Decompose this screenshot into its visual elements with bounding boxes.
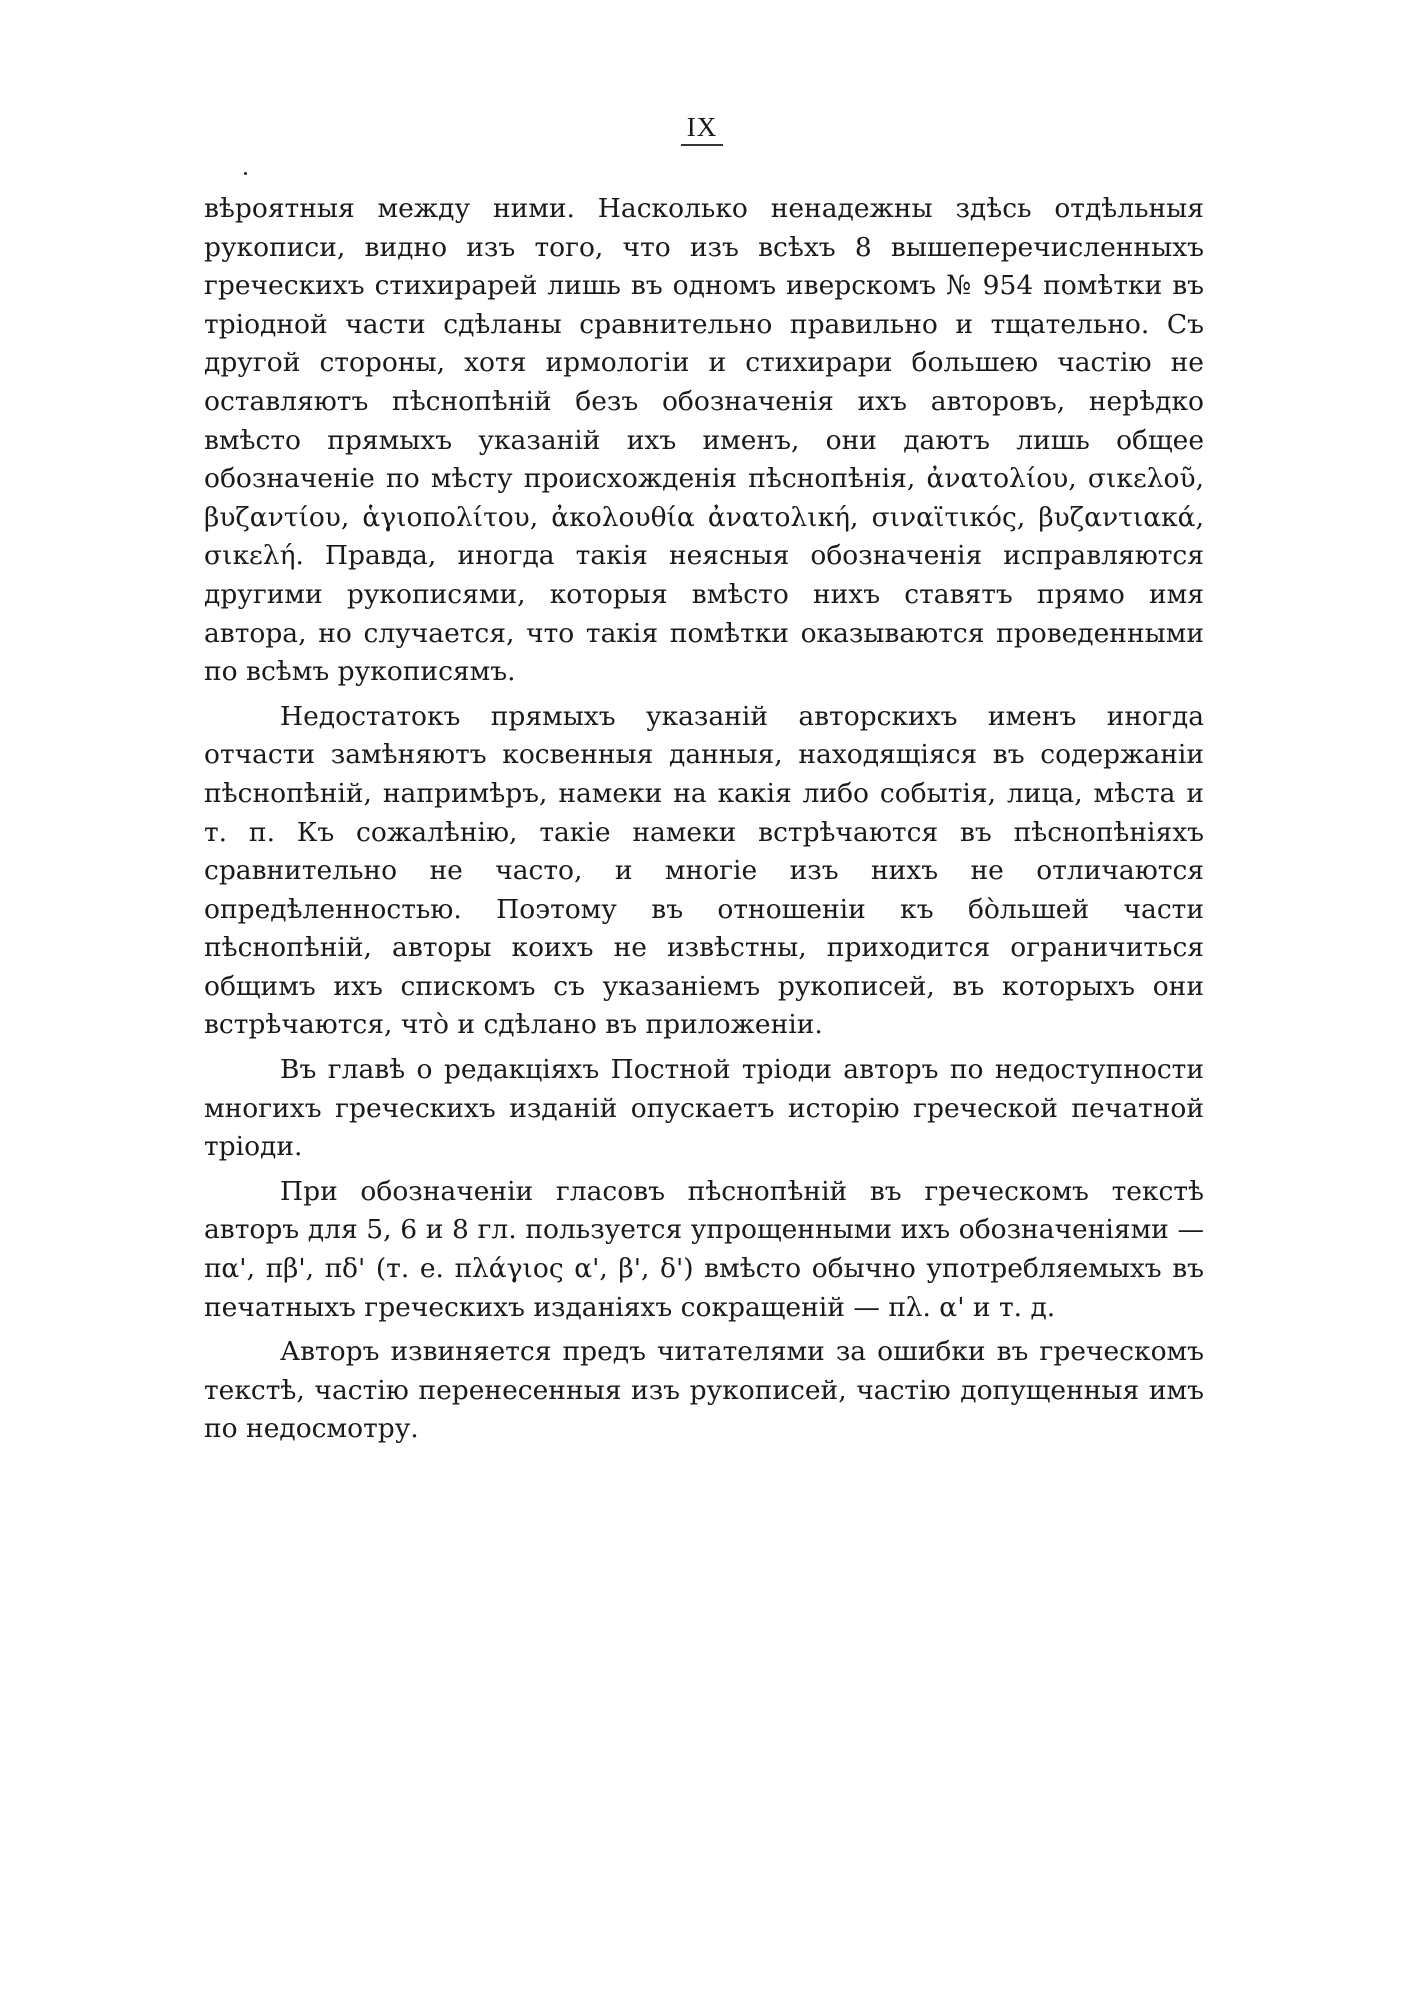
body-text	[204, 190, 1204, 1455]
print-speck	[244, 172, 247, 175]
paragraph-4: При обозначеніи гласовъ пѣснопѣній въ греческомъ текстѣ авторъ для 5, 6 и 8 гл. пользуется упрощенными ихъ обозначеніями — πα', πβ', πδ' (т. е. πλάγιος α', β', δ') вмѣсто обычно употребляемыхъ въ печатныхъ греческихъ изданіяхъ сокращеній — πλ. α' и т. д.	[204, 1175, 1204, 1323]
paragraph-1: вѣроятныя между ними. Насколько ненадежны здѣсь отдѣльныя рукописи, видно изъ того, что изъ всѣхъ 8 вышеперечисленныхъ греческихъ стихирарей лишь въ одномъ иверскомъ № 954 помѣтки въ тріодной части сдѣланы сравнительно правильно и тщательно. Съ другой стороны, хотя ирмологіи и стихирари большею частію не оставляютъ пѣснопѣній безъ обозначенія ихъ авторовъ, нерѣдко вмѣсто прямыхъ указаній ихъ именъ, они даютъ лишь общее обозначеніе по мѣсту происхожденія пѣснопѣнія, ἀνατολίου, σικελοῦ, βυζαντίου, ἁγιοπολίτου, ἀκολουθία ἀνατολική, σιναϊτικός, βυζαντιακά, σικελή. Правда, иногда такія неясныя обозначенія исправляются другими рукописями, которыя вмѣсто нихъ ставятъ прямо имя автора, но случается, что такія помѣтки оказываются проведенными по всѣмъ рукописямъ.	[204, 193, 1204, 688]
page-number	[0, 112, 1404, 143]
page-number-text: IX	[681, 112, 724, 146]
paragraph-2: Недостатокъ прямыхъ указаній авторскихъ именъ иногда отчасти замѣняютъ косвенныя данныя, находящіяся въ содержаніи пѣснопѣній, напримѣръ, намеки на какія либо событія, лица, мѣста и т. п. Къ сожалѣнію, такіе намеки встрѣчаются въ пѣснопѣніяхъ сравнительно не часто, и многіе изъ нихъ не отличаются опредѣленностью. Поэтому въ отношеніи къ бо̀льшей части пѣснопѣній, авторы коихъ не извѣстны, приходится ограничиться общимъ ихъ спискомъ съ указаніемъ рукописей, въ которыхъ они встрѣчаются, что̀ и сдѣлано въ приложеніи.	[204, 700, 1204, 1041]
paragraph-5: Авторъ извиняется предъ читателями за ошибки въ греческомъ текстѣ, частію перенесенныя изъ рукописей, частію допущенныя имъ по недосмотру.	[204, 1336, 1204, 1445]
paragraph-3: Въ главѣ о редакціяхъ Постной тріоди авторъ по недоступности многихъ греческихъ изданій опускаетъ исторію греческой печатной тріоди.	[204, 1054, 1204, 1163]
